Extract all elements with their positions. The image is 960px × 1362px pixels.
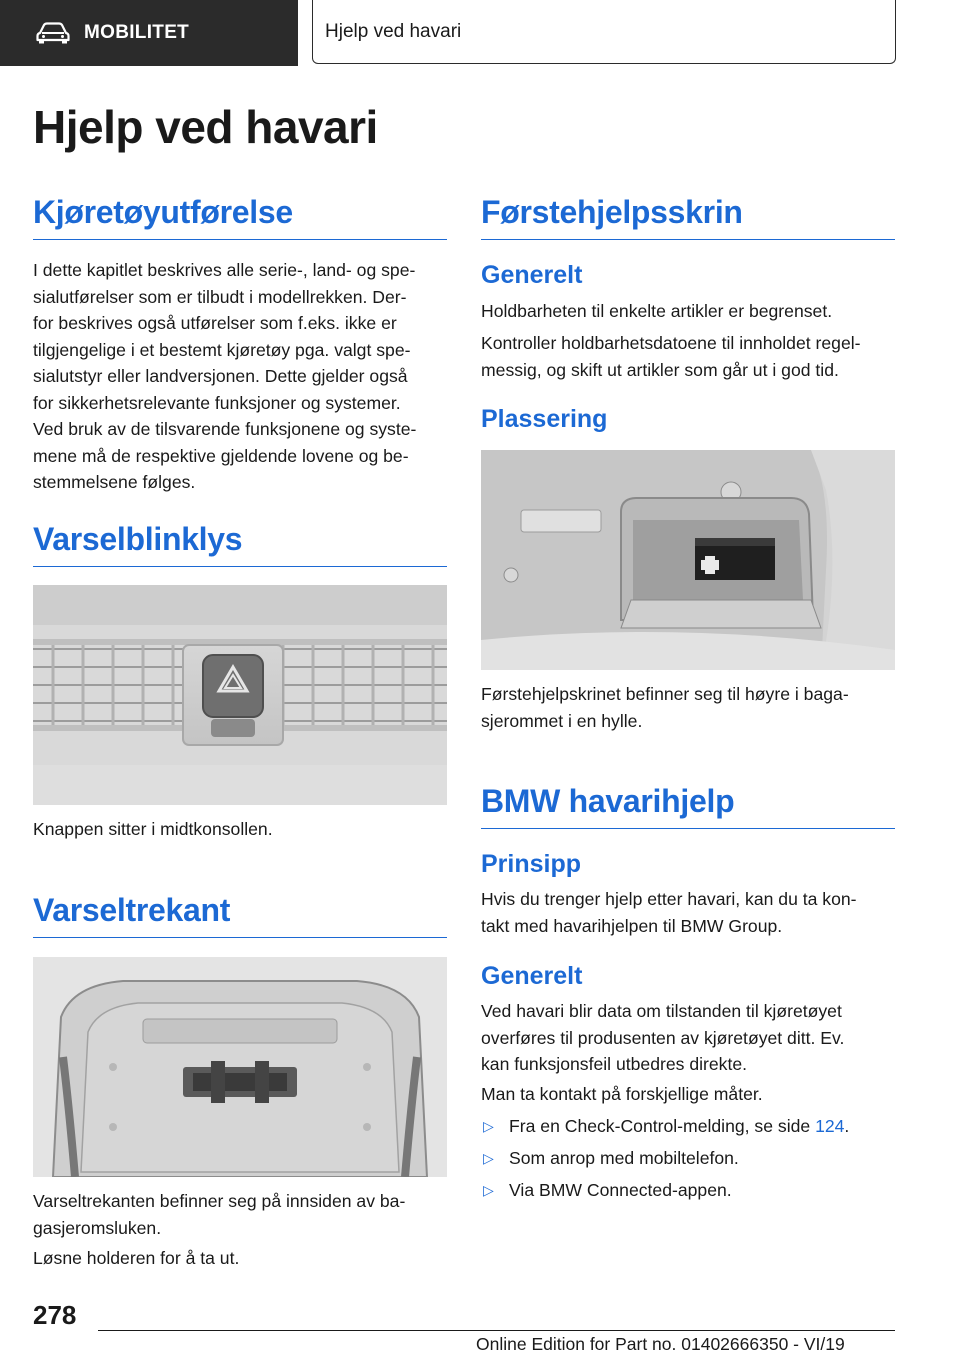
- page-title: Hjelp ved havari: [33, 101, 378, 153]
- kjoretoy-paragraph: [33, 257, 449, 496]
- heading-forstehjelpsskrin: Førstehjelpsskrin: [481, 194, 895, 240]
- heading-varseltrekant: Varseltrekant: [33, 892, 447, 938]
- bmw-generelt-paragraph: [481, 998, 897, 1078]
- text-line: mene må de respektive gjeldende lovene og be-: [33, 445, 409, 466]
- chapter-box: [312, 0, 896, 64]
- heading-bmw-havarihjelp: BMW havarihjelp: [481, 783, 895, 829]
- car-icon: [36, 22, 70, 44]
- first-aid-caption: [481, 681, 897, 734]
- text-line: Varseltrekanten befinner seg på innsiden av ba-: [33, 1191, 406, 1211]
- chapter-label: Hjelp ved havari: [325, 20, 462, 42]
- contact-ways-list: [481, 1113, 895, 1209]
- text-line: kan funksjonsfeil utbedres direkte.: [481, 1054, 748, 1074]
- text-line: for sikkerhetsrelevante funksjoner og systemer.: [33, 392, 401, 413]
- triangle-bullet-icon: ▷: [483, 1150, 494, 1166]
- hazard-button-image: [33, 585, 447, 805]
- text-line: sjerommet i en hylle.: [481, 710, 643, 731]
- prinsipp-paragraph: [481, 886, 897, 939]
- list-item: ▷ Via BMW Connected-appen.: [481, 1177, 895, 1204]
- text-line: I dette kapitlet beskrives alle serie-, land- og spe-: [33, 260, 416, 280]
- trunk-note: Løsne holderen for å ta ut.: [33, 1248, 240, 1268]
- triangle-bullet-icon: ▷: [483, 1182, 494, 1198]
- trunk-caption: [33, 1188, 449, 1241]
- section-label: MOBILITET: [84, 22, 190, 43]
- list-item: ▷ Fra en Check-Control-melding, se side 124.: [481, 1113, 895, 1140]
- heading-kjoretoyutforelse: Kjøretøyutførelse: [33, 194, 447, 240]
- subheading-generelt-2: Generelt: [481, 962, 583, 990]
- text-line: stemmelsene følges.: [33, 472, 196, 492]
- footer-divider: [98, 1330, 895, 1331]
- text-line: Kontroller holdbarhetsdatoene til innholdet regel-: [481, 333, 861, 353]
- first-aid-kit-image: [481, 450, 895, 670]
- subheading-plassering: Plassering: [481, 405, 608, 433]
- text-line: messig, og skift ut artikler som går ut i god tid.: [481, 359, 839, 380]
- page-number: 278: [33, 1300, 77, 1330]
- text-line: tilgjengelige i et bestemt kjøretøy pga. valgt spe-: [33, 339, 411, 360]
- text-line: sialutførelser som er tilbudt i modellrekken. Der-: [33, 286, 407, 307]
- text-line: Hvis du trenger hjelp etter havari, kan du ta kon-: [481, 889, 857, 909]
- subheading-prinsipp: Prinsipp: [481, 850, 582, 878]
- hazard-caption: Knappen sitter i midtkonsollen.: [33, 819, 273, 839]
- list-item: ▷ Som anrop med mobiltelefon.: [481, 1145, 895, 1172]
- generelt-p1: Holdbarheten til enkelte artikler er begrenset.: [481, 301, 833, 321]
- footer-edition: Online Edition for Part no. 01402666350 - VI/19: [476, 1334, 845, 1354]
- heading-varselblinklys: Varselblinklys: [33, 521, 447, 567]
- text-line: Førstehjelpskrinet befinner seg til høyre i baga-: [481, 684, 849, 704]
- text-line: gasjeromsluken.: [33, 1217, 162, 1238]
- ways-paragraph: Man ta kontakt på forskjellige måter.: [481, 1084, 763, 1104]
- triangle-bullet-icon: ▷: [483, 1118, 494, 1134]
- text-line: Ved havari blir data om tilstanden til kjøretøyet: [481, 1001, 842, 1021]
- text-line: sialutstyr eller landversjonen. Dette gjelder også: [33, 366, 408, 386]
- generelt-p2: [481, 330, 897, 383]
- text-line: overføres til produsenten av kjøretøyet ditt. Ev.: [481, 1027, 845, 1048]
- trunk-lid-image: [33, 957, 447, 1177]
- text-line: takt med havarihjelpen til BMW Group.: [481, 915, 783, 936]
- text-line: for beskrives også utførelser som f.eks. ikke er: [33, 313, 397, 333]
- section-tab: [0, 0, 298, 66]
- text-line: Ved bruk av de tilsvarende funksjonene og syste-: [33, 419, 417, 439]
- page-header: [0, 0, 960, 66]
- page-link-124[interactable]: 124: [815, 1116, 845, 1136]
- subheading-generelt: Generelt: [481, 261, 583, 289]
